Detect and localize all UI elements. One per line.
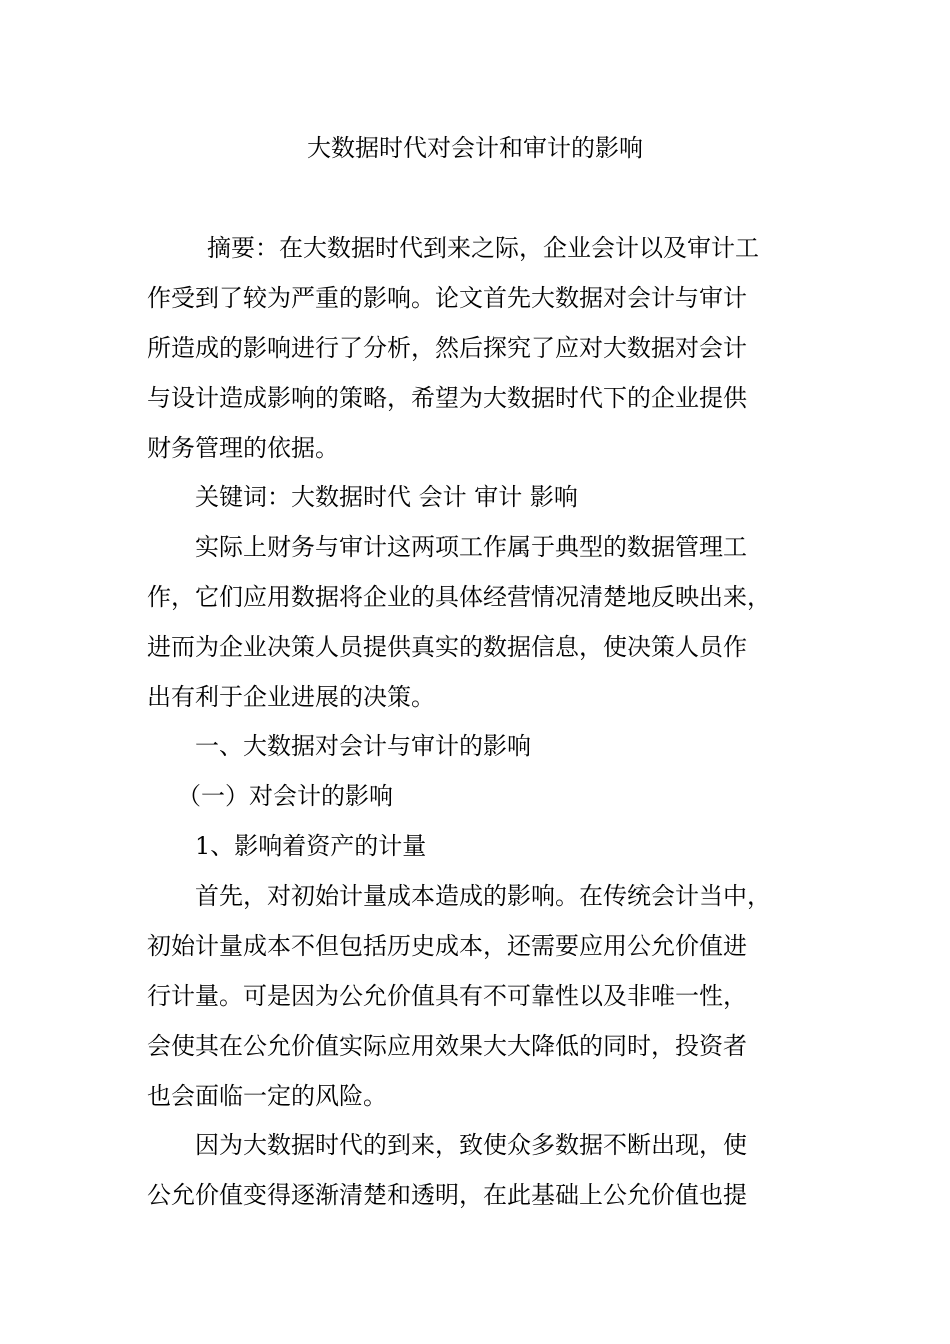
keywords-paragraph [147, 472, 807, 522]
keywords-line: 关键词：大数据时代 会计 审计 影响 [195, 483, 578, 511]
abstract-line: 所造成的影响进行了分析，然后探究了应对大数据对会计 [147, 334, 747, 362]
heading-line: 1、影响着资产的计量 [195, 832, 427, 860]
body-paragraph-2 [147, 1120, 807, 1220]
body-paragraph-1 [147, 871, 807, 1121]
para-line: 行计量。可是因为公允价值具有不可靠性以及非唯一性， [147, 982, 747, 1010]
section-heading-2 [147, 771, 807, 821]
para-line: 也会面临一定的风险。 [147, 1082, 387, 1110]
intro-line: 作，它们应用数据将企业的具体经营情况清楚地反映出来， [147, 583, 771, 611]
abstract-line: 摘要：在大数据时代到来之际，企业会计以及审计工 [207, 234, 759, 262]
intro-line: 进而为企业决策人员提供真实的数据信息，使决策人员作 [147, 633, 747, 661]
para-line: 首先，对初始计量成本造成的影响。在传统会计当中， [195, 882, 771, 910]
heading-line: （一）对会计的影响 [177, 782, 393, 810]
intro-paragraph [147, 522, 807, 722]
intro-line: 出有利于企业进展的决策。 [147, 683, 435, 711]
intro-line: 实际上财务与审计这两项工作属于典型的数据管理工 [195, 533, 747, 561]
document-title: 大数据时代对会计和审计的影响 [307, 134, 643, 162]
para-line: 公允价值变得逐渐清楚和透明，在此基础上公允价值也提 [147, 1181, 747, 1209]
para-line: 因为大数据时代的到来，致使众多数据不断出现，使 [195, 1131, 747, 1159]
heading-line: 一、大数据对会计与审计的影响 [195, 732, 531, 760]
para-line: 初始计量成本不但包括历史成本，还需要应用公允价值进 [147, 932, 747, 960]
para-line: 会使其在公允价值实际应用效果大大降低的同时，投资者 [147, 1032, 747, 1060]
section-heading-3 [147, 821, 807, 871]
abstract-paragraph [147, 223, 807, 473]
section-heading-1 [147, 721, 807, 771]
abstract-line: 财务管理的依据。 [147, 434, 339, 462]
abstract-line: 与设计造成影响的策略，希望为大数据时代下的企业提供 [147, 384, 747, 412]
abstract-line: 作受到了较为严重的影响。论文首先大数据对会计与审计 [147, 284, 747, 312]
